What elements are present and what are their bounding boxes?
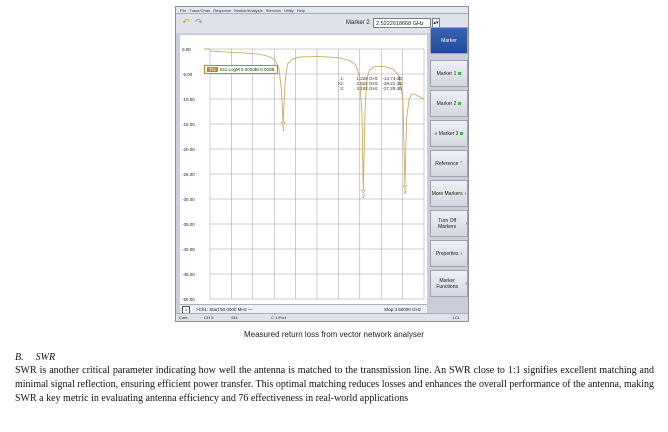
softkey-marker-functions[interactable] — [430, 270, 468, 297]
softkey-label: Marker Functions — [436, 277, 458, 290]
marker-frequency: 3.192 GHz — [356, 86, 378, 92]
softkey-turn-off-markers[interactable] — [430, 210, 468, 237]
spin-arrows-icon[interactable]: ▴▾ — [433, 20, 439, 26]
softkey-label: Marker 1 — [436, 70, 457, 77]
softkey-label: More Markers — [431, 190, 463, 197]
submenu-arrow-icon: › — [460, 250, 463, 257]
softkey-label: Marker 2 — [436, 100, 457, 107]
figure-caption: Measured return loss from vector network analyser — [243, 330, 425, 339]
status-bar — [176, 313, 468, 321]
y-tick-label: -40.00 — [182, 247, 195, 252]
corner-icon: ⌜ — [460, 160, 463, 167]
sweep-start: >Ch1: Start 50.0000 MHz — — [196, 307, 253, 312]
section-title: SWR — [35, 352, 56, 363]
y-tick-label: -45.00 — [182, 272, 195, 277]
submenu-arrow-icon: › — [464, 190, 467, 197]
marker-id: >2: — [337, 81, 344, 87]
softkey-label: Properties — [435, 250, 459, 257]
softkey-label: Marker — [441, 37, 457, 44]
status-mode: Cont. — [179, 315, 189, 320]
marker-readout-table — [334, 76, 402, 92]
redo-arrow-icon[interactable]: ↷ — [195, 17, 203, 27]
marker-id: 1: — [340, 76, 344, 81]
status-lcl: LCL — [452, 315, 460, 320]
selected-arrow-icon: » — [434, 130, 439, 137]
marker-readout-row — [334, 86, 402, 91]
section-number: B. — [15, 352, 24, 363]
menu-stimulus[interactable]: Stimulus — [265, 7, 282, 13]
menu-help[interactable]: Help — [296, 7, 306, 13]
softkey-marker-1[interactable] — [430, 60, 468, 87]
y-tick-label: -10.00 — [182, 97, 195, 102]
y-tick-label: -30.00 — [182, 197, 195, 202]
y-tick-label: 0.00 — [182, 47, 191, 52]
marker-triangle — [361, 190, 365, 193]
softkey-label: Reference — [435, 160, 459, 167]
toolbar — [176, 14, 468, 33]
submenu-arrow-icon: › — [465, 280, 467, 287]
softkey-more-markers[interactable] — [430, 180, 468, 207]
menu-file[interactable]: File — [180, 7, 187, 13]
menu-trace-chan[interactable]: Trace/Chan — [189, 7, 211, 13]
channel-number[interactable]: 1 — [182, 306, 190, 314]
vna-screenshot — [175, 6, 469, 322]
softkey-panel — [430, 27, 468, 313]
y-tick-label: -25.00 — [182, 172, 195, 177]
submenu-arrow-icon: › — [465, 220, 467, 227]
y-tick-label: -35.00 — [182, 222, 195, 227]
menu-utility[interactable]: Utility — [284, 7, 294, 13]
softkey-label: Marker 3 — [438, 130, 459, 137]
trace-format: S11 LogM 5.000dB/ 0.00dB — [219, 67, 275, 72]
status-channel: CH 1: — [204, 315, 215, 320]
body-paragraph: SWR is another critical parameter indicating how well the antenna is matched to the transmission line. An SWR close to 1:1 signifies excellent matching and minimal signal reflection, ensuring efficient power transfer. This optimal matching reduces losses and enhances the overall performance of the antenna, making SWR a key metric in evaluating antenna efficiency and 76 effectiveness in real-world applications — [15, 365, 654, 404]
softkey-marker-3[interactable] — [430, 120, 468, 147]
sweep-stop: Stop 3.50000 GHz — [383, 307, 421, 312]
y-tick-label: -50.00 — [182, 297, 195, 302]
active-led-icon — [460, 132, 463, 135]
softkey-label: Turn Off Markers — [438, 217, 457, 230]
marker-frequency-input[interactable]: 2.5222618668 GHz — [373, 18, 431, 28]
marker-triangle — [403, 185, 407, 188]
softkey-marker — [430, 27, 468, 54]
marker-entry-label: Marker 2 — [346, 20, 370, 26]
active-led-icon — [458, 102, 461, 105]
undo-arrow-icon[interactable]: ↶ — [182, 17, 190, 27]
marker-value: -28.21 dB — [382, 81, 402, 87]
active-led-icon — [458, 72, 461, 75]
marker-value: -14.74 dB — [382, 76, 402, 81]
plot-area — [180, 35, 427, 321]
menu-bar — [176, 7, 468, 14]
softkey-reference[interactable] — [430, 150, 468, 177]
softkey-properties[interactable] — [430, 240, 468, 267]
y-tick-label: -20.00 — [182, 147, 195, 152]
menu-response[interactable]: Response — [213, 7, 232, 13]
marker-frequency: 1.228 GHz — [356, 76, 378, 81]
section-heading — [15, 352, 55, 363]
marker-value: -27.29 dB — [382, 86, 402, 92]
marker-id: 3: — [340, 86, 344, 92]
softkey-marker-2[interactable] — [430, 90, 468, 117]
menu-marker-analysis[interactable]: Marker/Analysis — [234, 7, 263, 13]
status-trace: S11 — [231, 315, 238, 320]
trace-id: Tr1 — [209, 67, 216, 72]
trace-title — [204, 65, 278, 74]
marker-number-label: 3 — [403, 189, 407, 196]
marker-frequency: 2.522 GHz — [356, 81, 378, 87]
status-port: C 1-Port — [271, 315, 286, 320]
marker-number-label: 1 — [281, 126, 285, 133]
y-tick-label: -15.00 — [182, 122, 195, 127]
y-tick-label: -5.00 — [182, 72, 193, 77]
marker-number-label: 2 — [362, 194, 365, 201]
